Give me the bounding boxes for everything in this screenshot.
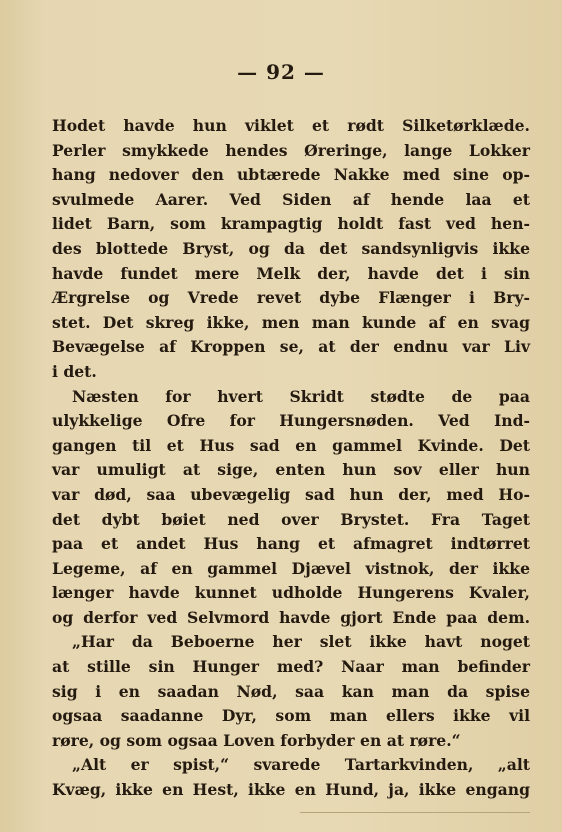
page-number: — 92 — <box>237 60 325 84</box>
text-line: ulykkelige Ofre for Hungersnøden. Ved Ind- <box>52 411 530 431</box>
text-line: at stille sin Hunger med? Naar man befinder <box>52 657 530 677</box>
text-line: sig i en saadan Nød, saa kan man da spise <box>52 681 530 701</box>
text-line: des blottede Bryst, og da det sandsynligvis ikke <box>52 238 530 258</box>
text-line: det dybt bøiet ned over Brystet. Fra Taget <box>52 509 530 529</box>
text-line: stet. Det skreg ikke, men man kunde af en svag <box>52 312 530 332</box>
bottom-rule <box>300 812 530 813</box>
text-line: „Alt er spist,“ svarede Tartarkvinden, „alt <box>72 755 530 775</box>
text-line: svulmede Aarer. Ved Siden af hende laa et <box>52 189 530 209</box>
text-line: i det. <box>52 361 97 381</box>
text-line: „Har da Beboerne her slet ikke havt noget <box>72 632 530 652</box>
text-line: havde fundet mere Melk der, havde det i sin <box>52 263 530 283</box>
text-line: Legeme, af en gammel Djævel vistnok, der ikke <box>52 558 530 578</box>
text-line: røre, og som ogsaa Loven forbyder en at røre.“ <box>52 730 461 750</box>
body-text <box>52 114 530 803</box>
text-line: Ærgrelse og Vrede revet dybe Flænger i Bry- <box>52 288 530 308</box>
text-line: paa et andet Hus hang et afmagret indtørret <box>52 534 530 554</box>
text-line: var død, saa ubevægelig sad hun der, med Ho- <box>52 484 530 504</box>
text-line: lidet Barn, som krampagtig holdt fast ved hen- <box>52 214 530 234</box>
text-line: hang nedover den ubtærede Nakke med sine op- <box>52 165 530 185</box>
text-line: Perler smykkede hendes Øreringe, lange Lokker <box>52 140 530 160</box>
text-line: gangen til et Hus sad en gammel Kvinde. Det <box>52 435 530 455</box>
text-line: og derfor ved Selvmord havde gjort Ende paa dem. <box>52 607 530 627</box>
text-line: Hodet havde hun viklet et rødt Silketørklæde. <box>52 116 530 135</box>
text-line: var umuligt at sige, enten hun sov eller hun <box>52 460 530 480</box>
text-line: ogsaa saadanne Dyr, som man ellers ikke vil <box>52 706 530 726</box>
text-line: Kvæg, ikke en Hest, ikke en Hund, ja, ikke engang <box>52 780 530 800</box>
text-line: Bevægelse af Kroppen se, at der endnu var Liv <box>52 337 530 357</box>
text-line: længer havde kunnet udholde Hungerens Kvaler, <box>52 583 530 603</box>
text-line: Næsten for hvert Skridt stødte de paa <box>72 386 530 406</box>
